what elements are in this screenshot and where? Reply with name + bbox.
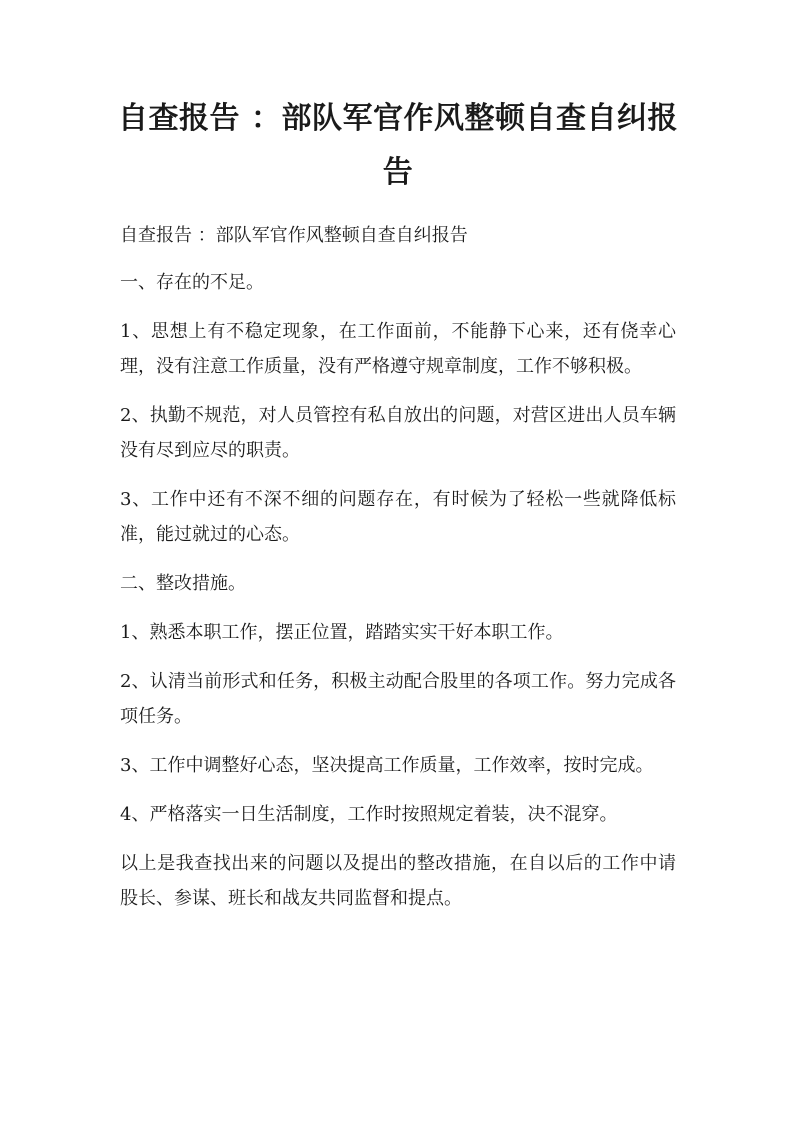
closing-paragraph: 以上是我查找出来的问题以及提出的整改措施，在自以后的工作中请股长、参谋、班长和战友共同监督和提点。 (120, 853, 676, 909)
measure-item-4: 4、严格落实一日生活制度，工作时按照规定着装，决不混穿。 (120, 804, 618, 825)
shortcoming-item-1: 1、思想上有不稳定现象，在工作面前，不能静下心来，还有侥幸心理，没有注意工作质量，没有严格遵守规章制度，工作不够积极。 (120, 321, 676, 377)
shortcoming-item-2: 2、执勤不规范，对人员管控有私自放出的问题，对营区进出人员车辆没有尽到应尽的职责。 (120, 405, 676, 461)
section-heading-shortcomings: 一、存在的不足。 (120, 272, 264, 293)
measure-item-1: 1、熟悉本职工作，摆正位置，踏踏实实干好本职工作。 (120, 622, 564, 643)
document-title: 自查报告 ：部队军官作风整顿自查自纠报告 (118, 101, 678, 190)
measure-item-2: 2、认清当前形式和任务，积极主动配合股里的各项工作。努力完成各项任务。 (120, 671, 676, 727)
section-heading-measures: 二、整改措施。 (120, 573, 246, 594)
document-subtitle: 自查报告 ：部队军官作风整顿自查自纠报告 (120, 225, 468, 246)
shortcoming-item-3: 3、工作中还有不深不细的问题存在，有时候为了轻松一些就降低标准，能过就过的心态。 (120, 489, 676, 545)
measure-item-3: 3、工作中调整好心态，坚决提高工作质量，工作效率，按时完成。 (120, 755, 654, 776)
document-body (120, 218, 676, 930)
